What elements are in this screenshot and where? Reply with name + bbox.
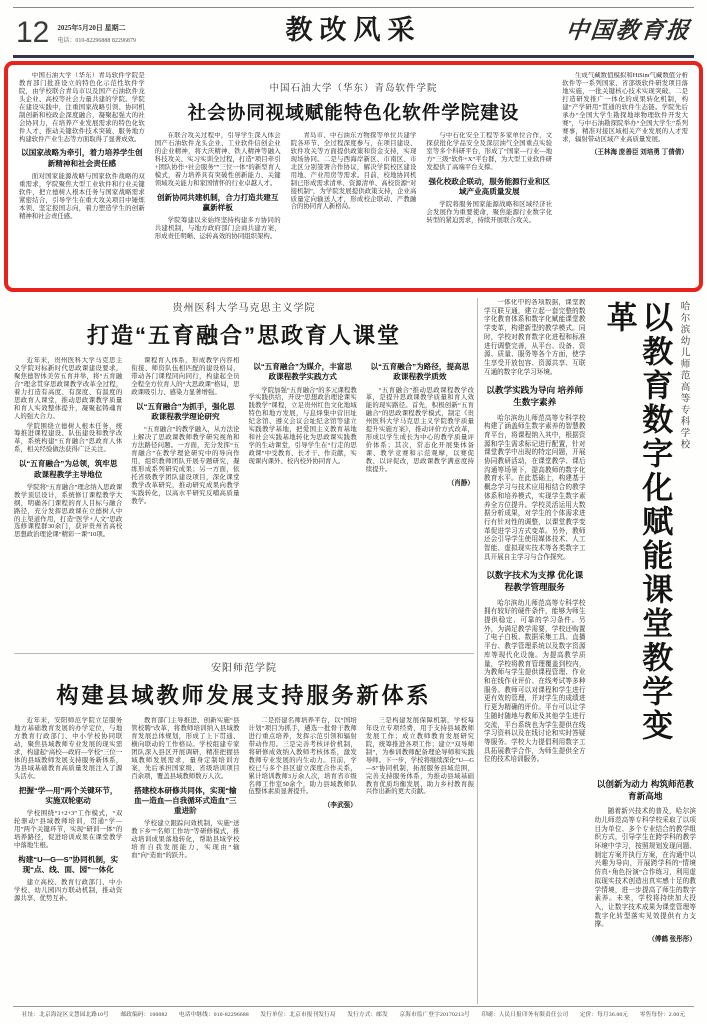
byline: （肖静） xyxy=(447,479,474,487)
bottom-column-3 xyxy=(249,717,357,999)
middle-column-1 xyxy=(14,357,122,645)
body-paragraph: 哈尔滨幼儿师范高等专科学校构建了涵盖师生数字素养的智慧教育平台，将课程纳入其中，根据资源和学生需求标记进行配置，针对课堂教学中出现的特定问题，开展协同教研活动，在课堂教学、课后沟通等场景下，提高教师的数字化教育水平。在此基础上，构建基于概念学习与技术应用相结合的教学体系和培养模式，实现学生数字素养全方位提升。学校灵活运用大数据分析成果，对学生的个体需求进行有针对性的调整，以课堂教学变革促进学习方式变革。另外，教师还会引导学生使用媒体技术、人工智能、虚拟现实技术等各类数字工具开展自主学习与合作探究。 xyxy=(484,414,586,561)
column-subhead: 创新协同共建机制，合力打造共建互赢新样板 xyxy=(156,192,279,212)
lead-column-2 xyxy=(155,132,281,281)
right-article-left-column xyxy=(484,299,586,1005)
issue-date: 2025年5月20日 星期二 xyxy=(57,23,126,32)
bottom-article xyxy=(14,659,474,1005)
body-paragraph: 学院将“五育融合”理念纳入思政课教学顶层设计，系统修订课程教学大纲，明确各门课程的育人目标与融合路径，充分发挥思政课在立德树人中的主渠道作用，打造“医学+人文”思政选修课程群30余门，获评贵州省高校思想政治理论课“精彩一课”10项。 xyxy=(14,483,123,539)
body-paragraph: 近年来，安阳师范学院立足服务地方基础教育发展的办学定位，与地方教育行政部门、中小学校协同联动，聚焦县域教师专业发展的现实需求，构建起“高校—政府—学校”三位一体的县域教师发展支持服务新体系，为县域基础教育高质量发展注入了源头活水。 xyxy=(14,717,123,780)
lead-column-3 xyxy=(291,132,417,281)
column-subhead: 以“五育融合”为抓手，强化思政课程教学理论研究 xyxy=(136,401,235,421)
right-kicker: 哈尔滨幼儿师范高等专科学校 xyxy=(678,301,689,451)
body-paragraph: 教育部门主导推进、创新实施“县管校聘”改革，将教师培训纳入县域教育发展总体规划，形成了上下贯通、横向联动的工作格局。学校组建专家团队深入县区开展调研，精准把握县域教师发展需求，量身定制培训方案，先后承担国家级、省级培训项目百余项，覆盖县域教师数万人次。 xyxy=(131,717,240,780)
column-subhead: 构建“U—G—S”协同机制，实现“点、线、面、园”一体化 xyxy=(18,854,119,874)
lead-article-highlight-box xyxy=(4,61,703,292)
body-paragraph: 随着新兴技术的普及，哈尔滨幼儿师范高等专科学校采取了以项目为单位、多个专业结合的教学组织方式，引导学生在跨学科的教学环境中学习，按照规划发现问题、制定方案并执行方案，在沟通中以兴趣为导向，开展跨学科的“情境仿真+角色扮演”合作练习，利用虚拟现实技术创造出真实感十足的教学情境，进一步提高了师生的数字素养。未来，学校将持续加大投入，让数字技术成果为课堂管理等数字化转型落实见效提供有力支撑。 xyxy=(594,808,696,929)
body-paragraph: 中国石油大学（华东）青岛软件学院是教育部门批准设立的特色化示范性软件学院，由学校联合青岛市以及国产石油软件龙头企业、高校等社会力量共建的学院。学院在建设实践中，注重国家战略引领、协同机制创新和校政企深度融合，凝聚起强大的社会协同力，在培养产业发展需求的特色化软件人才、推动关键软件技术突破、服务地方构建软件产业生态等方面取得了显著成效。 xyxy=(19,72,145,143)
middle-bottom-divider xyxy=(14,653,474,654)
byline: （李武强） xyxy=(323,802,357,810)
body-paragraph: 学院加强“五育融合”的多元课程教学实践供给，开设“思想政治理论课实践教学”课程，立足贵州红色文化地域特色和地方发展，与息烽集中营旧址纪念馆、遵义会议会址纪念馆等建立实践教学基地，把爱国主义教育基地和社会实践基地转化为思政课实践教学的生动课堂，引导学生在“行走的思政课”中受教育、长才干、作贡献，实现课内课外、校内校外协同育人。 xyxy=(248,386,357,465)
middle-column-2 xyxy=(131,357,239,645)
byline: （傅鹤 张彤彤） xyxy=(648,936,696,944)
header-meta xyxy=(57,23,136,44)
body-paragraph: 学院筹建以来始终坚持构建多方协同的共建机制，与地方政府部门会商共建方案，形成责任明晰、运转高效的协同组织架构。 xyxy=(154,217,281,240)
right-article-right-column xyxy=(595,299,697,1005)
middle-column-3 xyxy=(249,357,357,645)
body-paragraph: 哈尔滨幼儿师范高等专科学校拥有较好的硬件条件，能够为师生提供稳定、可靠的学习条件。另外，为满足教学需要，学校还购置了电子白板、数据采集工具、直播平台、教学管理系统以及数字资源库等现代化设施。为提高教学质量，学校将教育管理覆盖到校内，为教师与学生提供课程管理、作业和在线作业评价、在线考试等多种服务。教师可以对课程和学生进行更有效的管理，并对学生的成绩进行更为精确的评价。平台可以让学生随时随地与教师及其他学生进行交流，平台系统也为学生提供在线学习资料以及在线讨论和实时答疑等服务。学校大力提倡利用数字工具拓展教学合作，为师生提供全方位的技术培训服务。 xyxy=(484,599,586,764)
lead-headline-block xyxy=(155,72,552,132)
right-column-divider xyxy=(477,298,478,1004)
column-subhead: 强化校政企联动，服务能源行业和区域产业高质量发展 xyxy=(428,176,551,196)
column-subhead: 以教学实践为导向 培养师生数字素养 xyxy=(486,385,584,407)
body-paragraph: “五育融合”的教学融入，从方法论上解决了思政课教师教学研究视角和方法路径问题。一方面，充分发挥“五育融合”在教学理论研究中的导向作用，组织教师团队开展专题研究，凝练形成系列研究成果；另一方面，依托省级教学团队建设项目，深化课堂教学改革研究，推动研究成果向教学实践转化，以高水平研究反哺高质量教学。 xyxy=(131,426,240,505)
body-paragraph: 学校建立跟踪问效机制，实施“送教下乡”“名师工作坊”等研修模式，推动培训成果落地转化，帮助县域学校培育自我发展能力，实现由“输血”向“造血”的跃升。 xyxy=(131,820,240,859)
bottom-column-4 xyxy=(366,717,474,999)
bottom-column-2 xyxy=(131,717,239,999)
bottom-headline-block xyxy=(14,659,474,710)
body-paragraph: 与中石化安全工程等多家单位合作，文探获批化学品安全及深层油气全国重点实验室等多个科研平台，形成了“国家—行业—地方”三级“软件+X”平台群，为大型工业软件研发提供了高端平台支撑。 xyxy=(426,132,553,171)
column-subhead: 搭建校本研修共同体，实现“输血—造血—自我循环式造血”三重进阶 xyxy=(134,785,237,815)
body-paragraph: 建立高校、教育行政部门、中小学校、幼儿园四方联动机制，推动资源共享、优势互补。 xyxy=(14,879,123,903)
lead-column-4 xyxy=(426,132,552,281)
bottom-headline: 构建县域教师发展支持服务新体系 xyxy=(56,683,432,708)
bottom-column-1 xyxy=(14,717,122,999)
lead-article xyxy=(19,72,688,281)
body-paragraph: 课程育人体系，形成教学内容相衔接、师资队伍相匹配的建设格局，带动各门课程同向同行，构建起全员全程全方位育人的“大思政课”格局，思政课吸引力、感染力显著增强。 xyxy=(131,357,240,396)
column-subhead: 以数字技术为支撑 优化课程教学管理服务 xyxy=(486,570,584,593)
column-subhead: 以“五育融合”为总领，筑牢思政课程教学主导地位 xyxy=(18,459,118,479)
body-paragraph: 学院围绕立德树人根本任务，统筹推进课程建设、队伍建设和教学改革，系统构建“五育融合”思政育人体系，相关经验做法获得广泛关注。 xyxy=(14,422,123,454)
lead-column-1 xyxy=(19,72,145,281)
middle-column-4 xyxy=(366,357,474,645)
body-paragraph: 面对国家能源战略与国家软件战略的双重需求，学院聚焦大型工业软件和行业关键软件，把立德树人根本任务与国家战略需求紧密结合，引导学生在重大攻关项目中锤炼本领、坚定报国志向，着力塑造学生的创新精神和社会责任感。 xyxy=(19,172,145,220)
bottom-kicker: 安阳师范学院 xyxy=(211,663,277,674)
right-vertical-headline-block xyxy=(595,299,697,771)
section-title: 教改风采 xyxy=(285,15,422,45)
page-number: 12 xyxy=(16,16,50,49)
body-paragraph: 近年来，贵州医科大学马克思主义学院对标新时代思政课建设要求，聚焦德智体美劳五育并举，将“五育融合”理念贯穿思政课教学改革全过程，着力打造有高度、有深度、有温度的思政育人课堂，推动思政课教学质量和育人实效整体提升，凝聚起铸魂育人的强大合力。 xyxy=(14,357,123,420)
header-rule xyxy=(13,55,694,58)
byline: （王林海 庞善臣 刘培勇 丁倩倩） xyxy=(590,149,688,157)
newspaper-logo: 中国教育报 xyxy=(564,18,693,43)
lead-headline: 社会协同视域赋能特色化软件学院建设 xyxy=(187,101,520,123)
middle-headline-block xyxy=(14,299,474,350)
column-subhead: 以创新为动力 构筑师范教育新高地 xyxy=(596,779,694,801)
lead-kicker: 中国石油大学（华东）青岛软件学院 xyxy=(269,83,438,94)
bottom-columns xyxy=(14,717,474,999)
column-subhead: 以“五育融合”为媒介，丰富思政课程教学实践方式 xyxy=(253,362,352,382)
body-paragraph: 二是搭建名师培养平台，以“国培计划”项目为抓手，遴选一批骨干教师进行重点培养，发挥示范引领和辐射带动作用。三是完善考核评价机制，将研修成效纳入教师考核体系，激发教师专业发展的内生动力。目前，学校已与多个县区建立深度合作关系，累计培训教师3万余人次，培育省市级名师工作室50余个，助力县域教师队伍整体素质显著提升。 xyxy=(248,717,357,796)
body-paragraph: 学校围绕“1+2+3”工作模式，“双轮驱动”县域教师培训，贯通“学—用”两个关键环节，实现“研训一体”的培养路径，促进培训成果在课堂教学中落地生根。 xyxy=(14,810,123,849)
middle-kicker: 贵州医科大学马克思主义学院 xyxy=(172,303,316,314)
body-paragraph: “五育融合”推动思政课程教学改革，是提升思政课教学质量和育人效能的现实路径。首先，积极创新“五育融合”的思政课程教学模式，制定《贵州医科大学马克思主义学院教学质量提升实施方案》，推动评价方式改革，形成以学生成长为中心的教学质量评价体系；其次，常态化开展集体备课、教学竞赛和示范观摩，以赛促教、以评促改，思政课教学满意度持续提升。 xyxy=(365,386,474,473)
right-headline: 以教育数字化赋能课堂教学变革 xyxy=(601,301,673,743)
body-paragraph: 学院将服务国家能源战略和区域经济社会发展作为重要使命，聚焦能源行业数字化转型的紧迫需求，持续开展联合攻关。 xyxy=(426,201,553,225)
contact-phone: 电话：010-82296888 82296879 xyxy=(57,37,136,44)
middle-headline: 打造“五育融合”思政育人课堂 xyxy=(86,323,401,348)
imprint-line: 社址：北京海淀区文慧园北路10号 邮政编码：100082 电话中继线：010-82296688 发行单位：北京市报刊发行局 发行方式：邮发 京海市监广登字20170213号 印刷：人民日报印务有限责任公司 定价：每月36.00元 零售每份：2.00元 xyxy=(21,1012,686,1018)
column-subhead: 以国家战略为牵引，着力培养学生创新精神和社会责任感 xyxy=(21,148,143,168)
middle-columns xyxy=(14,357,474,645)
right-article-lower-blocks xyxy=(595,779,697,943)
body-paragraph: 在联合攻关过程中，引导学生深入体会国产石油软件龙头企业、工业软件信创企业的企业精神，将大庆精神、铁人精神等融入科技攻关、实习实训全过程，打造“项目牵引+团队协作+社会服务”“三位一体”的新型育人模式，着力培养具有突破性创新能力、关键领域攻关能力和家国情怀的行业卓越人才。 xyxy=(154,132,281,187)
body-paragraph: 生成气藏数值模拟和HiSim气藏数值分析软件等一系列国家、省部级软件研发项目落地实施，一批关键核心技术实现突破。二是打造研发推广一体化的成果转化机制，构建“产学研用”贯通的软件生态链。学院先后承办“全国大学生勘探地球物理软件开发大赛”，与中石油勘探院举办“全国大学生”系列赛事，精准对接区域相关产业发展的人才需求，辐射带动区域产业高质量发展。 xyxy=(562,72,688,143)
middle-article xyxy=(14,299,474,651)
footer-rule xyxy=(13,1006,694,1007)
body-paragraph: 一体化中的各项数据，课堂教学互联互通，建立起一套完整的数字化教育体系和数字化赋能课堂教学变革，构建新型的教学模式。同时，学校对教育数字化进程和标准进行调整完善，从平台、设备、资源、质量、服务等各个方面，使学生享受开放包容、资源共享、互联互通的数字化学习环境。 xyxy=(484,299,586,376)
column-subhead: 把握“学—用”两个关键环节，实施双轮驱动 xyxy=(18,785,118,805)
lead-column-5 xyxy=(562,72,688,281)
column-subhead: 以“五育融合”为路径，提高思政课程教学质效 xyxy=(370,362,470,382)
body-paragraph: 三是构建发展保障机制，学校每年设立专项经费，用于支持县域教师发展工作；成立教师教育发展研究院，统筹推进各项工作；建立“双导师制”，为参训教师配备理论导师和实践导师。下一步，学校将继续深化“U—G—S”协同机制，拓展服务县域范围，完善支持服务体系，为推动县域基础教育优质均衡发展、助力乡村教育振兴作出新的更大贡献。 xyxy=(365,717,474,796)
right-article xyxy=(484,299,696,1005)
body-paragraph: 青岛市、中石油东方物探等单位共建学院各环节、全过程深度参与，在项目建设、软件攻关等方面提供政策和资金支持，实现现场协同。二是与西海岸新区、市南区、市北区分别签署合作协议，解决学院校区建设用地、产业用房等需求。目前，校地协同机制已形成需求清单、资源清单、高校资源“对接机制”，为学院发展提供政策支持，企业高质量定向输送人才，形成校企联动、产教融合的协同育人新格局。 xyxy=(290,132,417,211)
